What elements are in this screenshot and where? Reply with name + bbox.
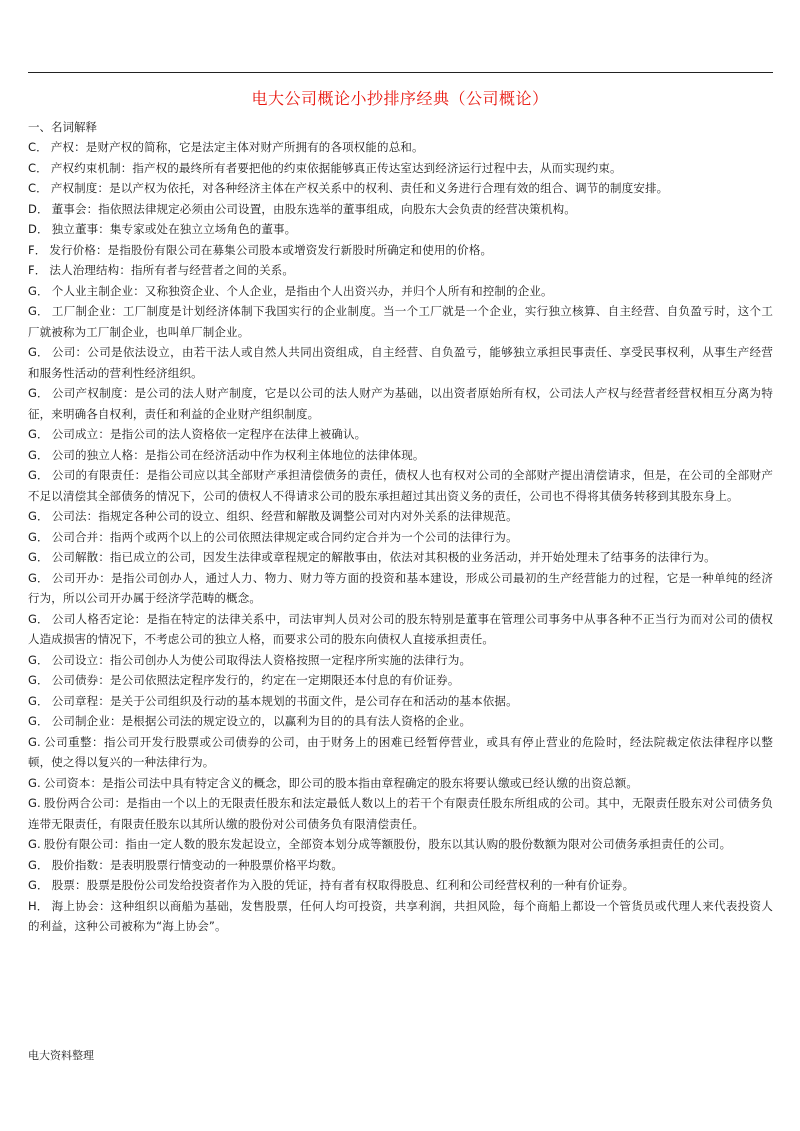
term-definition: 工厂制企业：工厂制度是计划经济体制下我国实行的企业制度。当一个工厂就是一个企业，实行独立核算、自主经营、自负盈亏时，这个工厂就被称为工厂制企业，也叫单厂制企业。 (28, 304, 773, 339)
term-letter: D． (28, 222, 49, 236)
term-entry (28, 896, 773, 937)
term-entry (28, 240, 773, 261)
term-letter: G． (28, 570, 49, 585)
term-definition: 公司：公司是依法设立，由若干法人或自然人共同出资组成，自主经营、自负盈亏，能够独立承担民事责任、享受民事权利，从事生产经营和服务性活动的营利性经济组织。 (28, 345, 773, 380)
term-entry (28, 609, 773, 650)
term-definition: 产权制度：是以产权为依托，对各种经济主体在产权关系中的权利、责任和义务进行合理有效的组合、调节的制度安排。 (50, 181, 669, 195)
term-entry (28, 547, 773, 568)
term-definition: 产权约束机制：指产权的最终所有者要把他的约束依据能够真正传达室达到经济运行过程中去，从而实现约束。 (50, 160, 622, 175)
term-entry (28, 260, 773, 281)
term-entry (28, 445, 773, 466)
term-letter: G． (28, 714, 49, 728)
term-definition: 个人业主制企业：又称独资企业、个人企业，是指由个人出资兴办，并归个人所有和控制的企业。 (51, 283, 553, 298)
term-letter: G. (28, 837, 41, 851)
term-letter: D． (28, 201, 49, 216)
term-definition: 股票：股票是股份公司发给投资者作为入股的凭证，持有者有权取得股息、红利和公司经营权利的一种有价证券。 (51, 878, 635, 892)
term-letter: H． (28, 898, 49, 913)
term-entry (28, 527, 773, 548)
term-definition: 公司债券：是公司依照法定程序发行的，约定在一定期限还本付息的有价证券。 (51, 673, 460, 687)
term-letter: C． (28, 181, 48, 195)
term-letter: G． (28, 693, 49, 708)
term-definition: 公司合并：指两个或两个以上的公司依照法律规定或合同约定合并为一个公司的法律行为。 (51, 529, 518, 544)
term-entry (28, 568, 773, 609)
term-letter: G． (28, 427, 49, 441)
term-definition: 公司产权制度：是公司的法人财产制度，它是以公司的法人财产为基础，以出资者原始所有权，公司法人产权与经营者经营权相互分离为特征，来明确各自权利，责任和利益的企业财产组织制度。 (28, 386, 773, 421)
term-entry (28, 199, 773, 220)
term-entry (28, 793, 773, 834)
term-letter: G． (28, 878, 49, 892)
term-entry (28, 691, 773, 712)
term-letter: G． (28, 283, 49, 298)
term-letter: G． (28, 529, 49, 544)
term-definition: 公司重整：指公司开发行股票或公司债券的公司，由于财务上的困难已经暂停营业，或具有停止营业的危险时，经法院裁定依法律程序以整顿，使之得以复兴的一种法律行为。 (28, 734, 773, 769)
term-list (28, 137, 773, 937)
term-entry (28, 424, 773, 445)
term-definition: 独立董事：集专家或处在独立立场角色的董事。 (51, 222, 297, 236)
term-letter: C． (28, 160, 48, 175)
footer-text: 电大资料整理 (28, 1049, 94, 1062)
term-definition: 股份两合公司：是指由一个以上的无限责任股东和法定最低人数以上的若干个有限责任股东所组成的公司。其中，无限责任股东对公司债务负连带无限责任，有限责任股东以其所认缴的股份对公司债务负有限清偿责任。 (28, 796, 773, 831)
term-definition: 股价指数：是表明股票行情变动的一种股票价格平均数。 (51, 857, 343, 872)
term-letter: G. (28, 796, 41, 810)
term-letter: G． (28, 652, 49, 667)
header-rule (28, 72, 773, 73)
term-entry (28, 855, 773, 876)
term-entry (28, 158, 773, 179)
term-entry (28, 875, 773, 896)
term-letter: G． (28, 550, 49, 564)
term-letter: C． (28, 140, 48, 154)
term-entry (28, 219, 773, 240)
term-definition: 公司资本：是指公司法中具有特定含义的概念，即公司的股本指由章程确定的股东将要认缴或已经认缴的出资总额。 (43, 775, 639, 790)
term-letter: G． (28, 304, 49, 318)
term-definition: 公司设立：指公司创办人为使公司取得法人资格按照一定程序所实施的法律行为。 (51, 652, 472, 667)
document-body (28, 118, 773, 937)
term-letter: G． (28, 857, 49, 872)
term-definition: 公司章程：是关于公司组织及行动的基本规划的书面文件，是公司存在和活动的基本依据。 (51, 693, 518, 708)
term-entry (28, 670, 773, 691)
term-letter: G． (28, 611, 49, 626)
term-letter: G． (28, 386, 49, 400)
term-entry (28, 301, 773, 342)
term-entry (28, 732, 773, 773)
term-definition: 公司开办：是指公司创办人，通过人力、物力、财力等方面的投资和基本建设，形成公司最初的生产经营能力的过程，它是一种单纯的经济行为，所以公司开办属于经济学范畴的概念。 (28, 570, 773, 605)
term-letter: G． (28, 468, 49, 482)
term-entry (28, 137, 773, 158)
term-entry (28, 834, 773, 855)
term-definition: 股份有限公司：指由一定人数的股东发起设立，全部资本划分成等额股份，股东以其认购的股份数额为限对公司债务承担责任的公司。 (43, 837, 732, 851)
term-entry (28, 342, 773, 383)
term-entry (28, 281, 773, 302)
term-letter: G. (28, 775, 41, 790)
term-entry (28, 711, 773, 732)
term-definition: 海上协会：这种组织以商船为基础，发售股票，任何人均可投资，共享利润，共担风险，每个商船上都设一个管货员或代理人来代表投资人的利益，这种公司被称为“海上协会”。 (28, 898, 773, 933)
term-definition: 公司制企业：是根据公司法的规定设立的，以赢利为目的的具有法人资格的企业。 (51, 714, 472, 728)
section-heading: 一、名词解释 (28, 120, 97, 134)
term-letter: F． (28, 263, 47, 277)
term-definition: 公司的有限责任：是指公司应以其全部财产承担清偿债务的责任，债权人也有权对公司的全部财产提出清偿请求，但是，在公司的全部财产不足以清偿其全部债务的情况下，公司的债权人不得请求公司的股东承担超过其出资义务的责任，公司也不得将其债务转移到其股东身上。 (28, 468, 773, 503)
term-definition: 公司成立：是指公司的法人资格依一定程序在法律上被确认。 (51, 427, 367, 441)
term-entry (28, 465, 773, 506)
term-definition: 法人治理结构：指所有者与经营者之间的关系。 (49, 263, 295, 277)
term-letter: G． (28, 509, 49, 523)
term-entry (28, 178, 773, 199)
term-letter: F． (28, 242, 47, 257)
term-letter: G． (28, 447, 49, 462)
term-letter: G． (28, 345, 49, 359)
term-definition: 董事会：指依照法律规定必须由公司设置，由股东选举的董事组成，向股东大会负责的经营决策机构。 (51, 201, 576, 216)
term-letter: G． (28, 673, 49, 687)
term-definition: 公司解散：指已成立的公司，因发生法律或章程规定的解散事由，依法对其积极的业务活动，并开始处理未了结事务的法律行为。 (51, 550, 716, 564)
term-definition: 公司法：指规定各种公司的设立、组织、经营和解散及调整公司对内对外关系的法律规范。 (51, 509, 518, 523)
term-definition: 公司的独立人格：是指公司在经济活动中作为权利主体地位的法律体现。 (51, 447, 425, 462)
term-entry (28, 383, 773, 424)
term-definition: 公司人格否定论：是指在特定的法律关系中，司法审判人员对公司的股东特别是董事在管理公司事务中从事各种不正当行为而对公司的债权人造成损害的情况下，不考虑公司的独立人格，而要求公司的股东向债权人直接承担责任。 (28, 611, 773, 646)
term-entry (28, 773, 773, 794)
term-letter: G. (28, 734, 41, 749)
term-entry (28, 650, 773, 671)
document-title: 电大公司概论小抄排序经典（公司概论） (251, 89, 549, 108)
term-entry (28, 506, 773, 527)
term-definition: 产权：是财产权的简称，它是法定主体对财产所拥有的各项权能的总和。 (50, 140, 424, 154)
term-definition: 发行价格：是指股份有限公司在募集公司股本或增资发行新股时所确定和使用的价格。 (49, 242, 493, 257)
